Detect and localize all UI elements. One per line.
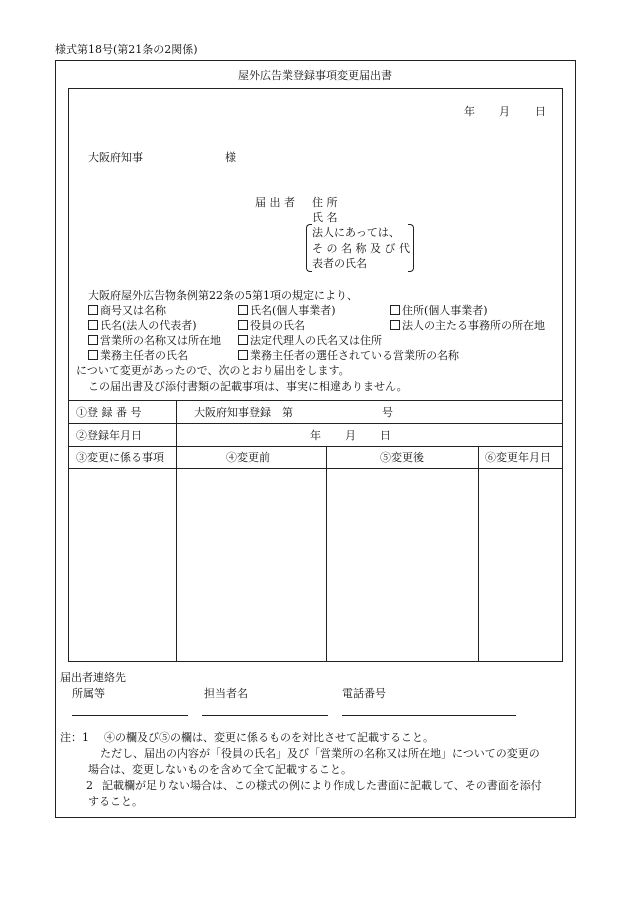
table-row-line [68,423,563,424]
notes-prefix: 注：1 [60,731,89,744]
checkbox-icon [238,350,248,360]
addressee-name: 大阪府知事 [88,151,143,164]
checkbox-item[interactable]: 氏名(法人の代表者) [88,320,197,331]
bracket-line-2: そ の 名 称 及 び 代 [312,242,410,255]
note-2-line-1: 記載欄が足りない場合は、この様式の例により作成した書面に記載して、その書面を添付 [102,779,542,792]
note-1-line-2: ただし、届出の内容が「役員の氏名」及び「営業所の名称又は所在地」についての変更の [100,747,540,760]
table-header-line [68,468,563,469]
contact-dept-label: 所属等 [72,687,105,700]
note-2-number: 2 [86,779,93,792]
note-1-line-1: ④の欄及び⑤の欄は、変更に係るものを対比させて記載すること。 [104,731,434,744]
reg-number-label: ①登 録 番 号 [76,406,142,419]
bracket-line-1: 法人にあっては、 [312,226,400,239]
checkbox-item[interactable]: 住所(個人事業者) [390,305,488,316]
reg-date-year: 年 [310,429,321,442]
statement-intro: 大阪府屋外広告物条例第22条の5第1項の規定により、 [88,289,358,302]
contact-title: 届出者連絡先 [60,671,126,684]
applicant-label: 届 出 者 [255,196,295,209]
contact-dept-field[interactable] [72,715,188,716]
statement-after: について変更があったので、次のとおり届出をします。 [76,364,350,377]
reg-date-label: ②登録年月日 [76,429,142,442]
reg-number-suffix: 号 [382,406,393,419]
table-row-line [68,446,563,447]
contact-person-field[interactable] [202,715,328,716]
contact-phone-label: 電話番号 [342,687,386,700]
table-top-line [68,400,563,401]
date-day: 日 [535,105,546,118]
bracket-line-3: 表者の氏名 [312,257,367,270]
date-month: 月 [499,105,510,118]
form-number: 様式第18号(第21条の2関係) [55,43,198,56]
col-header-after: ⑤変更後 [380,451,424,464]
checkbox-item[interactable]: 営業所の名称又は所在地 [88,335,221,346]
note-1-line-3: 場合は、変更しないものを含めて全て記載すること。 [88,763,352,776]
checkbox-icon [88,320,98,330]
reg-date-month: 月 [345,429,356,442]
checkbox-icon [238,320,248,330]
checkbox-item[interactable]: 法定代理人の氏名又は住所 [238,335,382,346]
checkbox-icon [88,335,98,345]
statement-confirm: この届出書及び添付書類の記載事項は、事実に相違ありません。 [88,380,408,393]
form-title: 屋外広告業登録事項変更届出書 [238,69,392,82]
checkbox-item[interactable]: 業務主任者の選任されている営業所の名称 [238,350,459,361]
col-header-date: ⑥変更年月日 [485,451,551,464]
note-2-line-2: すること。 [88,795,143,808]
addressee-honorific: 様 [225,151,236,164]
col-header-before: ④変更前 [226,451,270,464]
applicant-name-label: 氏 名 [312,211,338,224]
checkbox-item[interactable]: 役員の氏名 [238,320,305,331]
checkbox-icon [238,335,248,345]
table-col-line [326,446,327,662]
checkbox-item[interactable]: 業務主任者の氏名 [88,350,188,361]
checkbox-item[interactable]: 氏名(個人事業者) [238,305,336,316]
checkbox-icon [88,350,98,360]
contact-phone-field[interactable] [342,715,516,716]
checkbox-icon [238,305,248,315]
col-header-item: ③変更に係る事項 [76,451,164,464]
contact-person-label: 担当者名 [204,687,248,700]
reg-date-day: 日 [380,429,391,442]
table-col-line [478,446,479,662]
applicant-address-label: 住 所 [312,196,338,209]
reg-number-value: 大阪府知事登録 第 [194,406,293,419]
checkbox-icon [390,320,400,330]
checkbox-item[interactable]: 商号又は名称 [88,305,166,316]
date-year: 年 [464,105,475,118]
checkbox-icon [88,305,98,315]
checkbox-icon [390,305,400,315]
table-col-line [176,400,177,662]
checkbox-item[interactable]: 法人の主たる事務所の所在地 [390,320,545,331]
